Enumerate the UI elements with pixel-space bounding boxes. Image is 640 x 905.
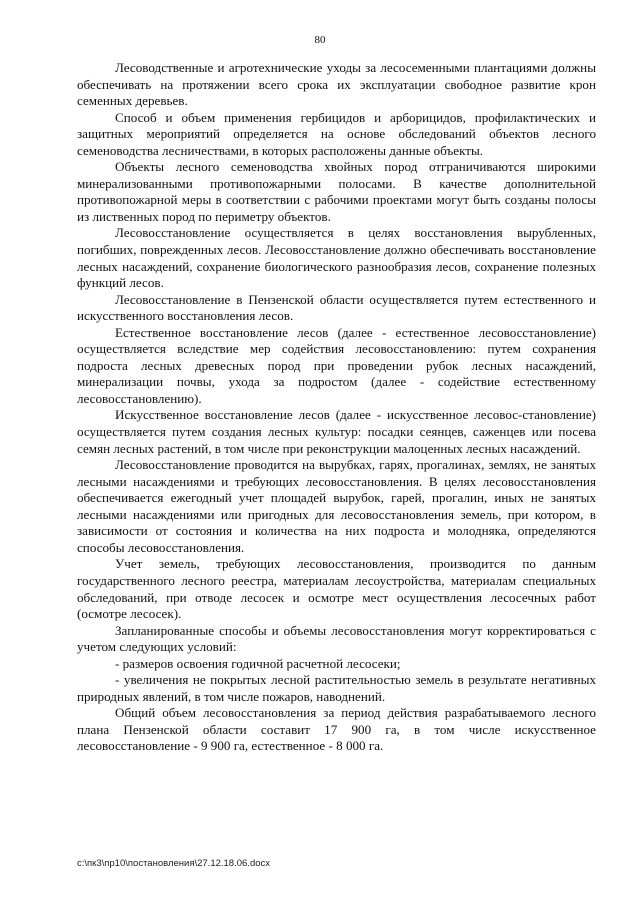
paragraph-reforestation-methods: Лесовосстановление в Пензенской области осуществляется путем естественного и искусственного восстановления лесов. <box>77 291 596 324</box>
paragraph-reforestation-sites: Лесовосстановление проводится на вырубках, гарях, прогалинах, землях, не занятых лесными насаждениями и требующих лесовосстановления. В целях лесовосстановления обеспечивается ежегодный учет площадей вырубок, гарей, прогалин, иных не занятых лесными насаждениями или пригодных для лесовосстановления земель, при котором, в зависимости от состояния и количества на них подроста и молодняка, определяются способы лесовосстановления. <box>77 457 596 555</box>
document-body <box>77 60 596 755</box>
paragraph-artificial-reforestation: Искусственное восстановление лесов (далее - искусственное лесовос-становление) осуществляется путем создания лесных культур: посадки сеянцев, саженцев или посева семян лесных растений, в том числе при реконструкции малоценных лесных насаждений. <box>77 407 596 456</box>
paragraph-planned-adjustments: Запланированные способы и объемы лесовосстановления могут корректироваться с учетом следующих условий: <box>77 622 596 655</box>
paragraph-total-volume: Общий объем лесовосстановления за период действия разрабатываемого лесного плана Пензенской области составит 17 900 га, в том числе искусственное лесовосстановление - 9 900 га, естественное - 8 000 га. <box>77 705 596 754</box>
paragraph-reforestation-goals: Лесовосстановление осуществляется в целях восстановления вырубленных, погибших, поврежденных лесов. Лесовосстановление должно обеспечивать восстановление лесных насаждений, сохранение биологического разнообразия лесов, сохранение полезных функций лесов. <box>77 225 596 291</box>
paragraph-herbicides: Способ и объем применения гербицидов и арборицидов, профилактических и защитных мероприятий определяется на основе обследований объектов лесного семеноводства лесничествами, в которых расположены данные объекты. <box>77 109 596 158</box>
list-item-natural-events: - увеличения не покрытых лесной растительностью земель в результате негативных природных явлений, в том числе пожаров, наводнений. <box>77 672 596 704</box>
paragraph-natural-reforestation: Естественное восстановление лесов (далее - естественное лесовосстановление) осуществляется вследствие мер содействия лесовосстановлению: путем сохранения подроста лесных древесных пород при проведении рубок лесных насаждений, минерализации почвы, ухода за подростом (далее - содействие естественному лесовосстановлению). <box>77 324 596 406</box>
paragraph-fire-strips: Объекты лесного семеноводства хвойных пород отграничиваются широкими минерализованными противопожарными полосами. В качестве дополнительной противопожарной меры в соответствии с рабочими проектами могут быть созданы полосы из лиственных пород по периметру объектов. <box>77 159 596 224</box>
paragraph-seed-plantation-care: Лесоводственные и агротехнические уходы за лесосеменными плантациями должны обеспечивать на протяжении всего срока их эксплуатации свободное развитие крон семенных деревьев. <box>77 60 596 109</box>
list-item-cutting-area: - размеров освоения годичной расчетной лесосеки; <box>115 655 401 671</box>
footer-file-path: c:\пк3\пр10\постановления\27.12.18.06.docx <box>77 858 271 869</box>
paragraph-land-accounting: Учет земель, требующих лесовосстановления, производится по данным государственного лесного реестра, материалам лесоустройства, материалам специальных обследований, при отводе лесосек и осмотре мест осуществления лесосечных работ (осмотре лесосек). <box>77 556 596 622</box>
page-number: 80 <box>314 34 326 46</box>
